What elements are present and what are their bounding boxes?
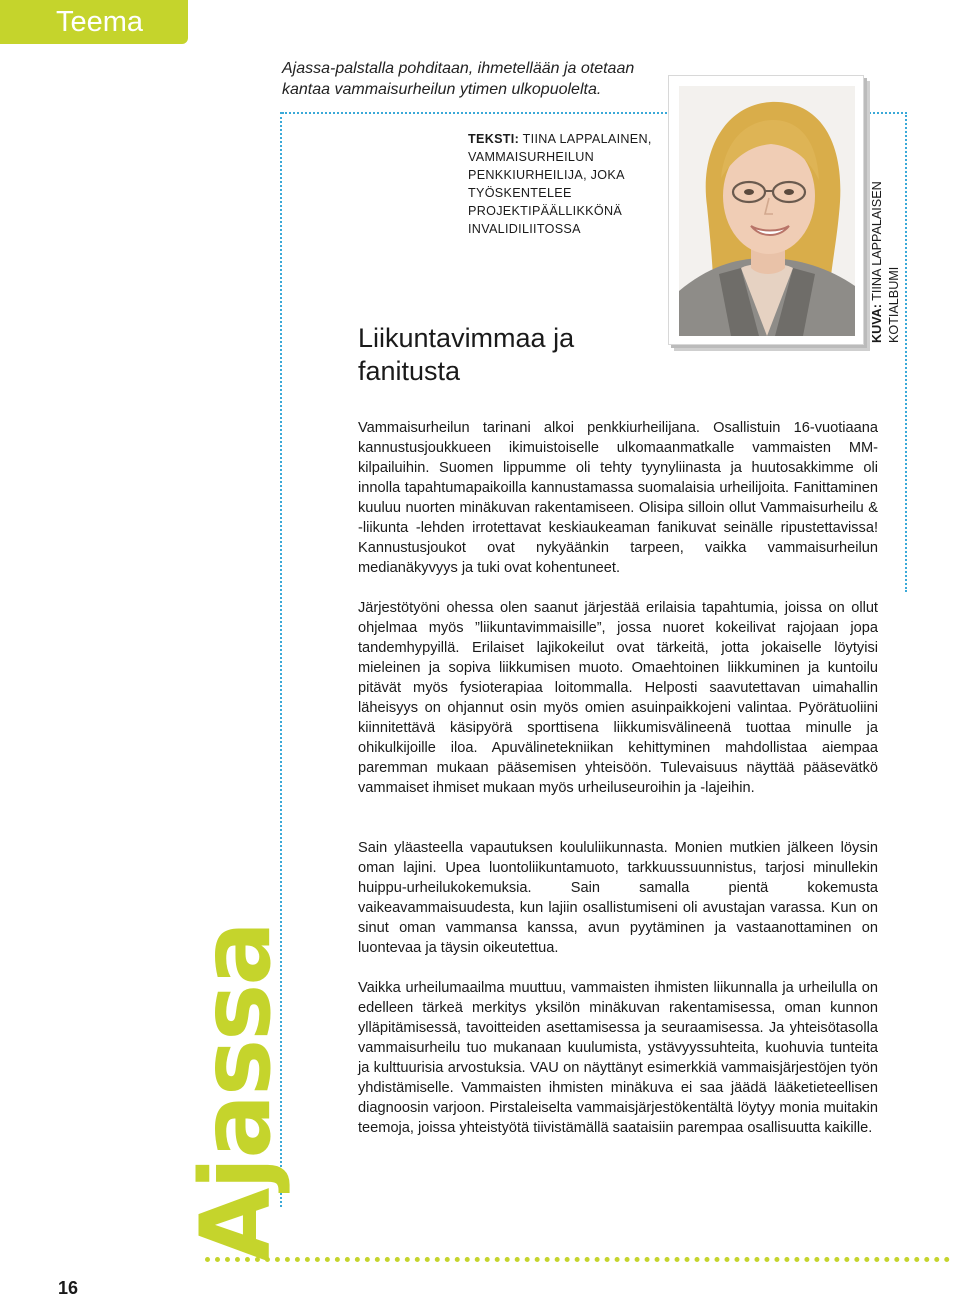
article-headline: Liikuntavimmaa ja fanitusta [358, 323, 575, 386]
page-number: 16 [58, 1278, 79, 1298]
photo-credit-text: TIINA LAPPALAISEN KOTIALBUMI [870, 181, 901, 343]
author-credit-text: TIINA LAPPALAINEN, VAMMAISURHEILUN PENKKIURHEILIJA, JOKA TYÖSKENTELEE PROJEKTIPÄÄLLIKKÖNÄ INVALIDILIITOSSA [468, 132, 652, 236]
section-tab-label: Teema [56, 6, 144, 38]
author-credit-label: TEKSTI: [468, 132, 520, 146]
frame-right-border [905, 112, 907, 592]
section-tab [0, 0, 188, 44]
column-name-label: Ajassa [180, 922, 292, 1262]
frame-bottom-border [205, 1257, 950, 1262]
portrait-photo [668, 75, 864, 345]
body-paragraph: Vaikka urheilumaailma muuttuu, vammaisten ihmisten liikunnalla ja urheilulla on edelleen tärkeä merkitys yksilön minäkuvan rakentamisessa, oman kunnon ylläpitämisessä, tavoitteiden asettamisessa ja seuraamisessa. Ja yhteisötasolla vammaisurheilu tuo mukanaan kuulumista, ystävyyssuhteita, kuohuvia tunteita ja kulttuurisia arvostuksia. VAU on näyttänyt esimerkkiä vammaisjärjestöjen työn yhdistämiselle. Vammaisten ihmisten minäkuva ei saa jäädä lääketieteellisen diagnoosin varjoon. Pirstaleiselta vammaisjärjestökentältä löytyy monia muitakin teemoja, joissa yhteistyötä tiivistämällä saataisiin parempaa osallisuutta kaikille. [358, 980, 878, 1136]
body-paragraph: Vammaisurheilun tarinani alkoi penkkiurheilijana. Osallistuin 16-vuotiaana kannustusjoukkueen ikimuistoiselle ulkomaanmatkalle vammaisten MM-kilpailuihin. Suomen lippumme oli tehty tyynyliinasta ja huutosakkimme oli innolla tapahtumapaikoilla kannustamassa suomalaisia urheilijoita. Fanittaminen kuuluu nuorten minäkuvan rakentamiseen. Olisipa silloin ollut Vammaisurheilu & -liikunta -lehden irrotettavat keskiaukeaman fanikuvat seinälle ripustettavissa! Kannustusjoukot ovat nykyäänkin tarpeen, vaikka vammaisurheilun medianäkyvyys ja tuki ovat kohentuneet. [358, 420, 878, 576]
photo-credit [869, 163, 903, 343]
author-credit [468, 130, 668, 238]
photo-credit-label: KUVA: [870, 304, 884, 343]
intro-text: Ajassa-palstalla pohditaan, ihmetellään ja otetaan kantaa vammaisurheilun ytimen ulkopuolelta. [282, 60, 635, 98]
body-paragraph: Järjestötyöni ohessa olen saanut järjestää erilaisia tapahtumia, joissa on ollut ohjelmaa myös ”liikuntavimmaisille”, jossa nuoret kokeilivat rajojaan jopa tandemhypyillä. Erilaiset lajikokeilut ovat tärkeitä, jotta jokaiselle löytyisi mieleinen ja sopiva liikkumisen muoto. Omaehtoinen liikkuminen ja kuntoilu pitävät myös fysioterapiaa loitommalla. Helposti saavutettavan uimahallin läheisyys on ohjannut osin myös omien asuinpaikkojeni valintaa. Pyörätuoliini kiinnitettävä käsipyörä sporttisena liikkumisvälineenä tuottaa minulle ja ohikulkijoille iloa. Apuvälinetekniikan kehittyminen mahdollistaa aiempaa paremman mukaan pääsemisen yhteisöön. Tulevaisuus näyttää pääsevätkö vammaiset ihmiset mukaan myös urheiluseuroihin ja -lajeihin. [358, 600, 878, 796]
portrait-illustration [679, 86, 855, 336]
body-paragraph: Sain yläasteella vapautuksen koululiikunnasta. Monien mutkien jälkeen löysin oman lajini. Upea luontoliikuntamuoto, tarkkuussuunnistus, tarjosi minullekin huippu-urheilukokemuksia. Sain samalla pientä kokemusta vaikeavammaisuudesta, kun lajiin osallistumiseni oli avustajan varassa. Kun on sinut oman vammansa kanssa, avun pyytäminen ja vastaanottaminen on luontevaa ja täysin oikeutettua. [358, 840, 878, 956]
